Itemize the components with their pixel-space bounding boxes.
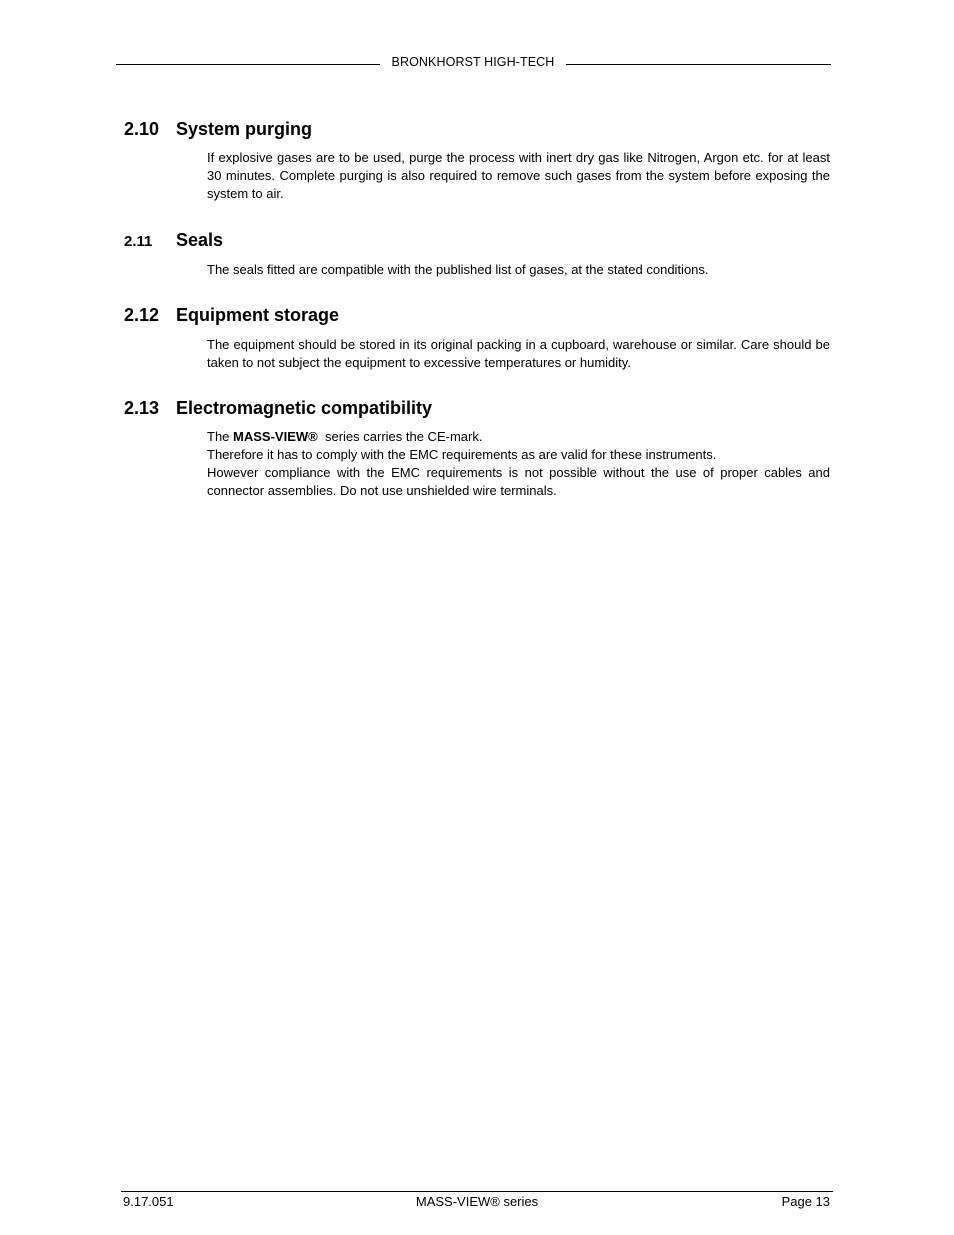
paragraph: If explosive gases are to be used, purge the process with inert dry gas like Nitrogen, Argon etc. for at least 30 minutes. Complete purging is also required to remove such gases from the system before exposing the system to air. xyxy=(207,150,830,201)
section-body-seals xyxy=(207,261,830,279)
paragraph-ce-mark xyxy=(207,428,830,446)
header-rule-right xyxy=(566,64,831,65)
text-series-ce: series carries the CE-mark. xyxy=(324,429,483,444)
section-title: Equipment storage xyxy=(176,305,340,325)
paragraph-emc-cables: However compliance with the EMC requirements is not possible without the use of proper cables and connector assemblies. Do not use unshielded wire terminals. xyxy=(207,465,830,498)
section-title: Seals xyxy=(176,230,224,250)
text-the: The xyxy=(207,429,230,444)
paragraph: The equipment should be stored in its original packing in a cupboard, warehouse or similar. Care should be taken to not subject the equipment to excessive temperatures or humidity. xyxy=(207,337,830,370)
footer-rule xyxy=(121,1191,833,1192)
section-number: 2.12 xyxy=(124,305,160,325)
section-body-system-purging xyxy=(207,149,830,203)
section-body-emc xyxy=(207,428,830,500)
paragraph-emc-comply: Therefore it has to comply with the EMC requirements as are valid for these instruments. xyxy=(207,447,717,462)
header-company: BRONKHORST HIGH-TECH xyxy=(391,55,555,69)
section-number: 2.11 xyxy=(124,233,153,250)
paragraph: The seals fitted are compatible with the published list of gases, at the stated conditions. xyxy=(207,262,709,277)
footer-series: MASS-VIEW® series xyxy=(415,1194,539,1209)
header-rule-left xyxy=(116,64,380,65)
section-number: 2.10 xyxy=(124,119,160,139)
section-heading-equipment-storage xyxy=(124,305,339,326)
section-title: Electromagnetic compatibility xyxy=(176,398,433,418)
section-number: 2.13 xyxy=(124,398,160,418)
footer-page-number: Page 13 xyxy=(781,1194,830,1209)
section-title: System purging xyxy=(176,119,313,139)
section-body-equipment-storage xyxy=(207,336,830,372)
footer-doc-number: 9.17.051 xyxy=(123,1194,174,1209)
section-heading-seals xyxy=(124,230,223,251)
brand-mass-view: MASS-VIEW® xyxy=(233,429,318,444)
section-heading-system-purging xyxy=(124,119,312,140)
section-heading-emc xyxy=(124,398,432,419)
